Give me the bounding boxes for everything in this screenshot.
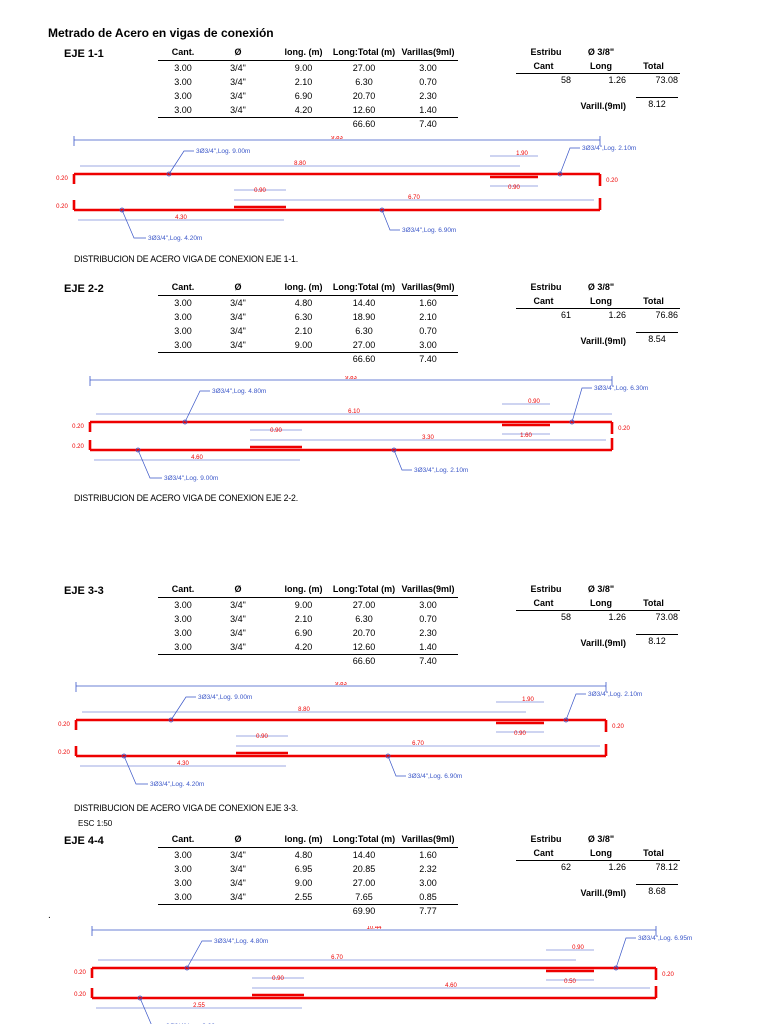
steel-table xyxy=(158,584,458,664)
dim-height-bottom: 0.20 xyxy=(72,444,84,450)
callout-top-right: 3Ø3/4",Log. 6.95m xyxy=(638,935,693,942)
callout-leader xyxy=(616,938,636,968)
beam-diagram xyxy=(0,136,768,246)
table-cell: 3.00 xyxy=(174,878,192,888)
table-cell: 3.00 xyxy=(174,892,192,902)
eje-label: EJE 4-4 xyxy=(64,835,104,847)
dim-height-right: 0.20 xyxy=(606,178,618,184)
table-cell: 1.60 xyxy=(419,298,437,308)
table-cell: 2.10 xyxy=(294,326,313,336)
table-cell: 3/4" xyxy=(230,312,246,322)
estribo-spec: Ø 3/8" xyxy=(587,834,615,844)
table-cell: 3.00 xyxy=(419,600,437,610)
table-cell: 2.10 xyxy=(294,614,313,624)
table-cell: 3.00 xyxy=(174,850,192,860)
table-cell: 3.00 xyxy=(174,326,192,336)
header-varillas: Varillas(9ml) xyxy=(401,282,455,292)
callout-leader xyxy=(566,694,586,720)
table-row xyxy=(158,298,458,311)
scale-note: ESC 1:50 xyxy=(78,819,113,828)
table-cell: 1.40 xyxy=(419,105,437,115)
dim-height-top: 0.20 xyxy=(56,176,68,182)
table-cell: 2.10 xyxy=(294,77,313,87)
header-phi: Ø xyxy=(234,282,242,292)
table-cell: 3/4" xyxy=(230,850,246,860)
dim-bottom-span-label: 3.30 xyxy=(422,435,434,441)
table-cell: 6.90 xyxy=(294,628,313,638)
estribo-long: 1.26 xyxy=(608,310,626,320)
sum-rule xyxy=(158,904,458,905)
table-cell: 3/4" xyxy=(230,340,246,350)
estribo-title: Estribu xyxy=(530,834,562,844)
table-cell: 6.95 xyxy=(294,864,313,874)
header-cant: Cant. xyxy=(171,47,195,57)
distribution-caption: DISTRIBUCION DE ACERO VIGA DE CONEXION EJE 2-2. xyxy=(74,493,298,504)
callout-bottom-right: 3Ø3/4",Log. 6.90m xyxy=(408,773,463,780)
callout-bottom-right: 3Ø3/4",Log. 6.90m xyxy=(402,227,457,234)
callout-bottom-left: 3Ø3/4",Log. 9.00m xyxy=(164,475,219,482)
callout-top-right: 3Ø3/4",Log. 2.10m xyxy=(582,145,637,152)
dim-lap-right2-label: 1.60 xyxy=(520,433,532,439)
callout-leader xyxy=(169,151,194,174)
table-cell: 3.00 xyxy=(174,91,192,101)
table-cell: 3.00 xyxy=(174,614,192,624)
stray-dot: . xyxy=(48,910,51,921)
table-row xyxy=(158,614,458,627)
estribo-varill-label: Varill.(9ml) xyxy=(580,638,626,648)
varill-rule xyxy=(636,884,678,885)
dim-lap-left-label: 0.90 xyxy=(270,428,282,434)
callout-leader xyxy=(185,391,210,422)
table-cell: 3.00 xyxy=(174,298,192,308)
table-row xyxy=(158,91,458,104)
table-cell: 0.85 xyxy=(419,892,437,902)
table-cell: 3/4" xyxy=(230,105,246,115)
table-cell: 3/4" xyxy=(230,614,246,624)
estribo-spec: Ø 3/8" xyxy=(587,282,615,292)
sum-cell: 66.60 xyxy=(352,119,376,129)
header-rule xyxy=(158,597,458,598)
sum-rule xyxy=(158,352,458,353)
dim-height-bottom: 0.20 xyxy=(56,204,68,210)
estribo-long: 1.26 xyxy=(608,75,626,85)
table-row xyxy=(158,312,458,325)
estribo-title: Estribu xyxy=(530,282,562,292)
estribo-header-long: Long xyxy=(590,61,612,71)
callout-top-left: 3Ø3/4",Log. 9.00m xyxy=(198,694,253,701)
dim-lap-right-label: 0.90 xyxy=(528,399,540,405)
estribo-header-total: Total xyxy=(643,598,664,608)
callout-leader xyxy=(187,941,212,968)
page-title: Metrado de Acero en vigas de conexión xyxy=(48,26,274,40)
callout-bottom-right: 3Ø3/4",Log. 2.10m xyxy=(414,467,469,474)
table-row xyxy=(158,628,458,641)
table-cell: 2.32 xyxy=(419,864,437,874)
table-cell: 1.40 xyxy=(419,642,437,652)
eje-label: EJE 2-2 xyxy=(64,283,104,295)
header-varillas: Varillas(9ml) xyxy=(401,584,455,594)
table-cell: 14.40 xyxy=(352,850,376,860)
sum-rule xyxy=(158,117,458,118)
estribo-header-total: Total xyxy=(643,296,664,306)
header-long: long. (m) xyxy=(284,834,323,844)
header-phi: Ø xyxy=(234,584,242,594)
estribo-varill-label: Varill.(9ml) xyxy=(580,101,626,111)
table-cell: 9.00 xyxy=(294,600,313,610)
table-row xyxy=(158,326,458,339)
table-cell: 3.00 xyxy=(174,642,192,652)
dim-total-label: 9.83 xyxy=(331,136,343,141)
dim-height-right: 0.20 xyxy=(662,972,674,978)
callout-top-right: 3Ø3/4",Log. 2.10m xyxy=(588,691,643,698)
table-cell: 3/4" xyxy=(230,77,246,87)
header-rule xyxy=(158,60,458,61)
sum-cell: 66.60 xyxy=(352,354,376,364)
table-cell: 3/4" xyxy=(230,91,246,101)
table-cell: 27.00 xyxy=(352,63,376,73)
header-varillas: Varillas(9ml) xyxy=(401,834,455,844)
estribo-rule xyxy=(516,860,680,861)
sum-row xyxy=(158,119,458,132)
table-row xyxy=(158,63,458,76)
estribo-varill-label: Varill.(9ml) xyxy=(580,336,626,346)
estribo-cant: 58 xyxy=(560,75,571,85)
estribo-header-total: Total xyxy=(643,848,664,858)
estribo-header-long: Long xyxy=(590,598,612,608)
sum-row xyxy=(158,906,458,919)
estribo-total: 78.12 xyxy=(655,862,678,872)
dim-total-label: 9.83 xyxy=(345,376,357,381)
estribo-total: 73.08 xyxy=(655,75,678,85)
header-total: Long:Total (m) xyxy=(332,584,396,594)
callout-top-right: 3Ø3/4",Log. 6.30m xyxy=(594,385,649,392)
estribo-cant: 58 xyxy=(560,612,571,622)
callout-leader xyxy=(382,210,400,230)
dim-lap-left-label: 0.90 xyxy=(256,734,268,740)
sum-cell: 69.90 xyxy=(352,906,376,916)
table-row xyxy=(158,600,458,613)
header-cant: Cant. xyxy=(171,282,195,292)
sum-row xyxy=(158,656,458,669)
callout-leader xyxy=(572,388,592,422)
header-total: Long:Total (m) xyxy=(332,47,396,57)
dim-lap-left-label: 0.90 xyxy=(254,188,266,194)
sum-cell: 7.40 xyxy=(419,656,437,666)
table-cell: 12.60 xyxy=(352,642,376,652)
dim-total-label: 9.83 xyxy=(335,682,347,687)
eje-label: EJE 3-3 xyxy=(64,585,104,597)
dim-total-label: 10.44 xyxy=(366,926,382,931)
table-cell: 3.00 xyxy=(419,340,437,350)
table-cell: 9.00 xyxy=(294,878,313,888)
dim-left-len-label: 4.60 xyxy=(191,455,203,461)
estribo-header-long: Long xyxy=(590,848,612,858)
estribo-long: 1.26 xyxy=(608,862,626,872)
table-cell: 0.70 xyxy=(419,77,437,87)
header-phi: Ø xyxy=(234,834,242,844)
dim-left-len-label: 4.30 xyxy=(175,215,187,221)
dim-bottom-span-label: 6.70 xyxy=(412,741,424,747)
dim-lap-right-label: 1.90 xyxy=(516,151,528,157)
callout-top-left: 3Ø3/4",Log. 4.80m xyxy=(212,388,267,395)
table-cell: 6.30 xyxy=(355,77,373,87)
estribo-varill: 8.12 xyxy=(648,99,666,109)
table-cell: 3.00 xyxy=(174,340,192,350)
table-cell: 3.00 xyxy=(174,628,192,638)
table-cell: 3/4" xyxy=(230,63,246,73)
dim-left-len-label: 4.30 xyxy=(177,761,189,767)
callout-top-left: 3Ø3/4",Log. 4.80m xyxy=(214,938,269,945)
callout-leader xyxy=(122,210,146,238)
table-cell: 3.00 xyxy=(174,312,192,322)
steel-table xyxy=(158,834,458,914)
dim-span-label: 8.80 xyxy=(294,161,306,167)
table-header xyxy=(158,282,458,295)
header-long: long. (m) xyxy=(284,47,323,57)
sum-rule xyxy=(158,654,458,655)
distribution-caption: DISTRIBUCION DE ACERO VIGA DE CONEXION EJE 1-1. xyxy=(74,254,298,265)
table-cell: 3/4" xyxy=(230,864,246,874)
callout-bottom-left: 3Ø3/4",Log. 4.20m xyxy=(150,781,205,788)
table-cell: 4.20 xyxy=(294,642,313,652)
sum-cell: 66.60 xyxy=(352,656,376,666)
varill-rule xyxy=(636,332,678,333)
estribo-header-cant: Cant xyxy=(533,296,554,306)
table-cell: 9.00 xyxy=(294,63,313,73)
estribo-total: 76.86 xyxy=(655,310,678,320)
dim-height-top: 0.20 xyxy=(72,424,84,430)
table-cell: 3/4" xyxy=(230,878,246,888)
callout-bottom-left: 3Ø3/4",Log. 4.20m xyxy=(148,235,203,242)
estribo-spec: Ø 3/8" xyxy=(587,584,615,594)
table-header xyxy=(158,584,458,597)
table-cell: 12.60 xyxy=(352,105,376,115)
estribo-spec: Ø 3/8" xyxy=(587,47,615,57)
estribo-varill: 8.68 xyxy=(648,886,666,896)
table-cell: 27.00 xyxy=(352,600,376,610)
dim-height-top: 0.20 xyxy=(74,970,86,976)
table-cell: 3.00 xyxy=(174,63,192,73)
dim-left-len-label: 2.55 xyxy=(193,1003,205,1009)
table-cell: 0.70 xyxy=(419,614,437,624)
table-cell: 2.10 xyxy=(419,312,437,322)
estribo-title: Estribu xyxy=(530,584,562,594)
table-cell: 2.30 xyxy=(419,91,437,101)
table-cell: 3/4" xyxy=(230,628,246,638)
table-cell: 3.00 xyxy=(419,63,437,73)
estribo-rule xyxy=(516,73,680,74)
estribo-total: 73.08 xyxy=(655,612,678,622)
table-cell: 2.55 xyxy=(294,892,313,902)
dim-height-right: 0.20 xyxy=(612,724,624,730)
header-rule xyxy=(158,847,458,848)
callout-leader xyxy=(560,148,580,174)
estribo-header-cant: Cant xyxy=(533,848,554,858)
estribo-varill-label: Varill.(9ml) xyxy=(580,888,626,898)
table-cell: 3/4" xyxy=(230,642,246,652)
estribo-varill: 8.54 xyxy=(648,334,666,344)
varill-rule xyxy=(636,634,678,635)
table-cell: 3/4" xyxy=(230,326,246,336)
table-header xyxy=(158,47,458,60)
dim-lap-right2-label: 0.90 xyxy=(514,731,526,737)
header-cant: Cant. xyxy=(171,834,195,844)
table-row xyxy=(158,77,458,90)
callout-leader xyxy=(140,998,164,1024)
steel-table xyxy=(158,47,458,127)
dim-lap-right-label: 1.90 xyxy=(522,697,534,703)
sum-cell: 7.40 xyxy=(419,354,437,364)
table-cell: 4.80 xyxy=(294,298,313,308)
dim-height-right: 0.20 xyxy=(618,426,630,432)
table-cell: 3.00 xyxy=(174,105,192,115)
distribution-caption: DISTRIBUCION DE ACERO VIGA DE CONEXION EJE 3-3. xyxy=(74,803,298,814)
sum-cell: 7.77 xyxy=(419,906,437,916)
table-cell: 4.80 xyxy=(294,850,313,860)
table-cell: 9.00 xyxy=(294,340,313,350)
estribo-table xyxy=(516,47,680,117)
table-cell: 4.20 xyxy=(294,105,313,115)
varill-rule xyxy=(636,97,678,98)
table-cell: 3.00 xyxy=(174,600,192,610)
callout-top-left: 3Ø3/4",Log. 9.00m xyxy=(196,148,251,155)
steel-table xyxy=(158,282,458,362)
header-varillas: Varillas(9ml) xyxy=(401,47,455,57)
dim-height-bottom: 0.20 xyxy=(74,992,86,998)
estribo-header-cant: Cant xyxy=(533,61,554,71)
estribo-table xyxy=(516,584,680,654)
table-cell: 6.30 xyxy=(355,614,373,624)
beam-diagram xyxy=(0,926,768,1024)
table-cell: 27.00 xyxy=(352,878,376,888)
table-cell: 20.85 xyxy=(352,864,376,874)
callout-leader xyxy=(394,450,412,470)
estribo-title: Estribu xyxy=(530,47,562,57)
dim-span-label: 6.70 xyxy=(331,955,343,961)
callout-leader xyxy=(138,450,162,478)
dim-span-label: 6.10 xyxy=(348,409,360,415)
table-header xyxy=(158,834,458,847)
dim-span-label: 8.80 xyxy=(298,707,310,713)
header-phi: Ø xyxy=(234,47,242,57)
dim-bottom-span-label: 6.70 xyxy=(408,195,420,201)
table-cell: 6.30 xyxy=(294,312,313,322)
dim-height-bottom: 0.20 xyxy=(58,750,70,756)
callout-leader xyxy=(171,697,196,720)
dim-lap-right2-label: 0.90 xyxy=(508,185,520,191)
table-cell: 6.90 xyxy=(294,91,313,101)
dim-lap-right-label: 0.90 xyxy=(572,945,584,951)
table-cell: 3.00 xyxy=(174,864,192,874)
table-cell: 3.00 xyxy=(419,878,437,888)
header-long: long. (m) xyxy=(284,584,323,594)
estribo-long: 1.26 xyxy=(608,612,626,622)
estribo-rule xyxy=(516,610,680,611)
table-cell: 20.70 xyxy=(352,628,376,638)
table-cell: 0.70 xyxy=(419,326,437,336)
table-cell: 6.30 xyxy=(355,326,373,336)
table-cell: 3/4" xyxy=(230,892,246,902)
estribo-header-long: Long xyxy=(590,296,612,306)
header-rule xyxy=(158,295,458,296)
table-cell: 2.30 xyxy=(419,628,437,638)
table-row xyxy=(158,878,458,891)
table-cell: 3/4" xyxy=(230,600,246,610)
header-long: long. (m) xyxy=(284,282,323,292)
dim-bottom-span-label: 4.60 xyxy=(445,983,457,989)
beam-diagram xyxy=(0,376,768,484)
sum-row xyxy=(158,354,458,367)
table-cell: 20.70 xyxy=(352,91,376,101)
estribo-header-total: Total xyxy=(643,61,664,71)
beam-diagram xyxy=(0,682,768,792)
estribo-cant: 62 xyxy=(560,862,571,872)
sum-cell: 7.40 xyxy=(419,119,437,129)
estribo-varill: 8.12 xyxy=(648,636,666,646)
table-cell: 27.00 xyxy=(352,340,376,350)
header-total: Long:Total (m) xyxy=(332,834,396,844)
estribo-cant: 61 xyxy=(560,310,571,320)
table-cell: 3/4" xyxy=(230,298,246,308)
table-cell: 14.40 xyxy=(352,298,376,308)
table-row xyxy=(158,850,458,863)
estribo-header-cant: Cant xyxy=(533,598,554,608)
header-cant: Cant. xyxy=(171,584,195,594)
table-cell: 7.65 xyxy=(355,892,373,902)
table-cell: 18.90 xyxy=(352,312,376,322)
callout-leader xyxy=(124,756,148,784)
estribo-table xyxy=(516,834,680,904)
table-row xyxy=(158,864,458,877)
estribo-table xyxy=(516,282,680,352)
estribo-rule xyxy=(516,308,680,309)
dim-lap-left-label: 0.90 xyxy=(272,976,284,982)
table-cell: 3.00 xyxy=(174,77,192,87)
dim-height-top: 0.20 xyxy=(58,722,70,728)
table-cell: 1.60 xyxy=(419,850,437,860)
callout-leader xyxy=(388,756,406,776)
eje-label: EJE 1-1 xyxy=(64,48,104,60)
dim-lap-right2-label: 0.50 xyxy=(564,979,576,985)
header-total: Long:Total (m) xyxy=(332,282,396,292)
